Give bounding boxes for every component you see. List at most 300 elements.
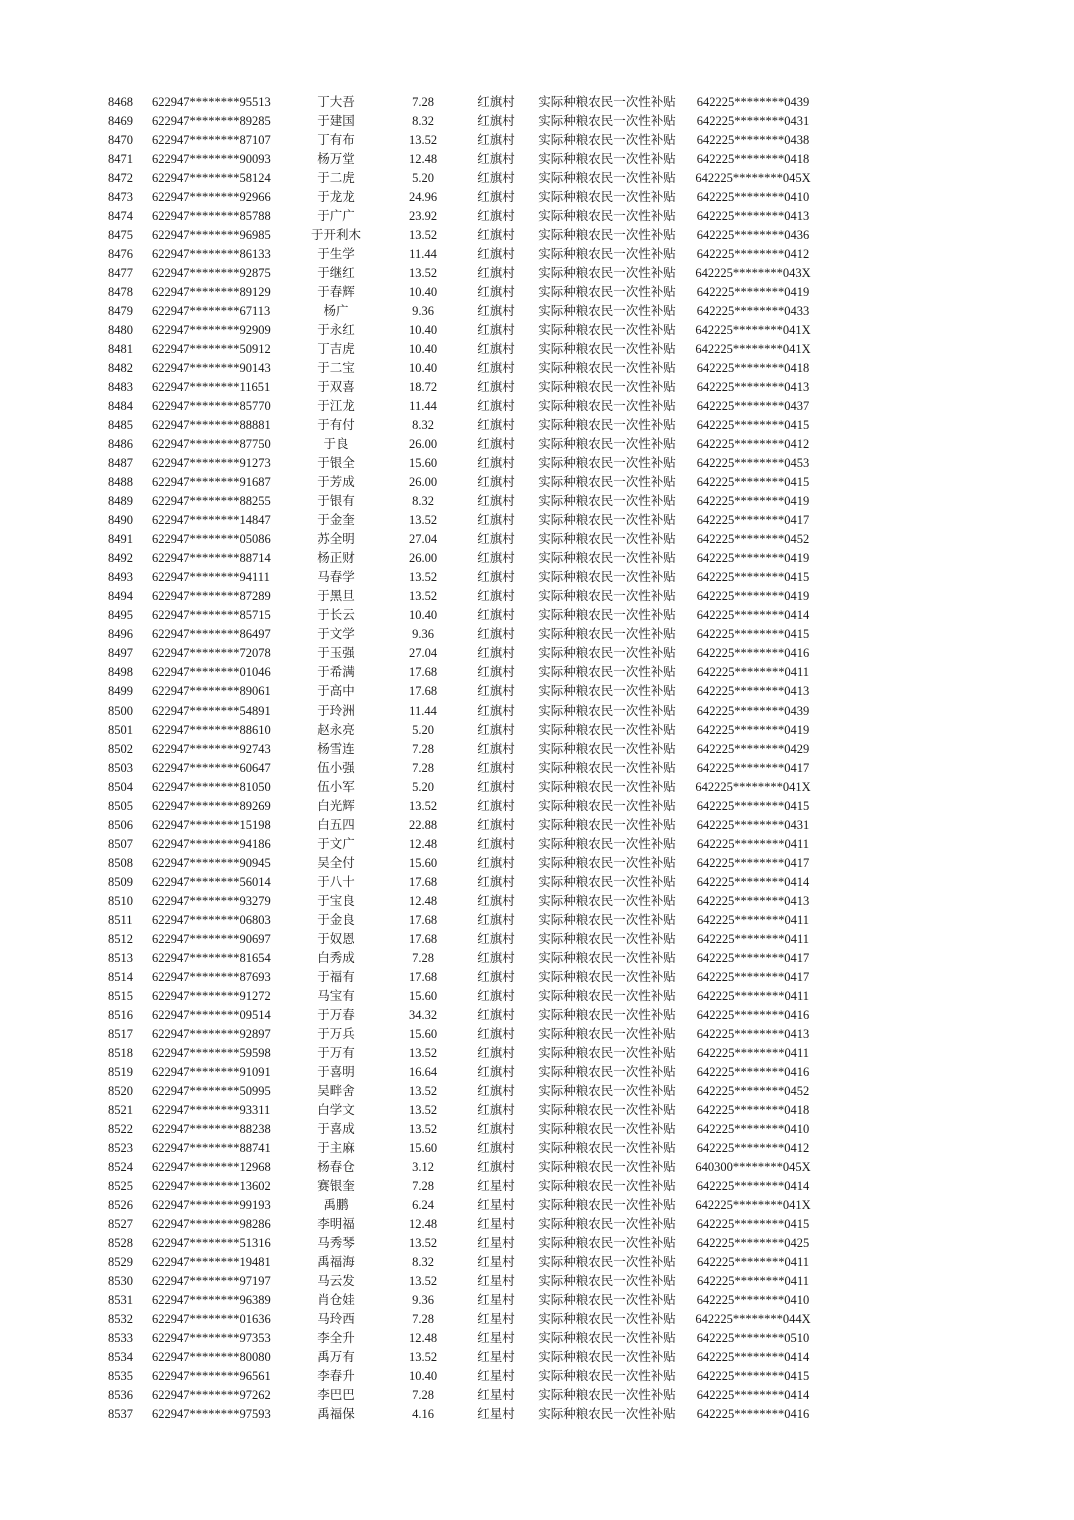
seq-cell: 8506 [108, 817, 133, 832]
name-cell: 于玲洲 [317, 703, 355, 718]
seq-cell: 8482 [108, 361, 133, 376]
id-number-cell: 642225********0411 [696, 1045, 810, 1060]
table-row [0, 1006, 1074, 1025]
subsidy-type-cell: 实际种粮农民一次性补贴 [538, 969, 676, 984]
id-number-cell: 642225********041X [695, 1197, 811, 1212]
name-cell: 马云发 [317, 1273, 355, 1288]
id-number-cell: 642225********0411 [696, 665, 810, 680]
account-cell: 622947********81050 [152, 779, 271, 794]
subsidy-type-cell: 实际种粮农民一次性补贴 [538, 1064, 676, 1079]
subsidy-type-cell: 实际种粮农民一次性补贴 [538, 1178, 676, 1193]
name-cell: 李全升 [317, 1331, 355, 1346]
account-cell: 622947********19481 [152, 1254, 271, 1269]
amount-cell: 17.68 [408, 931, 438, 946]
amount-cell: 12.48 [408, 1216, 438, 1231]
subsidy-type-cell: 实际种粮农民一次性补贴 [538, 133, 676, 148]
table-row [0, 1386, 1074, 1405]
amount-cell: 12.48 [408, 836, 438, 851]
id-number-cell: 642225********0431 [696, 114, 810, 129]
subsidy-type-cell: 实际种粮农民一次性补贴 [538, 912, 676, 927]
account-cell: 622947********89285 [152, 114, 271, 129]
amount-cell: 26.00 [408, 551, 438, 566]
amount-cell: 13.52 [408, 798, 438, 813]
amount-cell: 26.00 [408, 437, 438, 452]
amount-cell: 11.44 [409, 399, 437, 414]
account-cell: 622947********12968 [152, 1159, 271, 1174]
amount-cell: 7.28 [412, 1312, 434, 1326]
seq-cell: 8501 [108, 722, 133, 737]
account-cell: 622947********89269 [152, 798, 271, 813]
id-number-cell: 642225********0411 [696, 1254, 810, 1269]
table-row [0, 492, 1074, 511]
name-cell: 杨万堂 [317, 152, 355, 167]
subsidy-type-cell: 实际种粮农民一次性补贴 [538, 1312, 676, 1326]
seq-cell: 8516 [108, 1007, 133, 1022]
account-cell: 622947********67113 [152, 304, 271, 319]
amount-cell: 7.28 [412, 1178, 434, 1193]
village-cell: 红旗村 [477, 418, 515, 433]
seq-cell: 8504 [108, 779, 133, 794]
amount-cell: 13.52 [408, 1235, 438, 1250]
subsidy-type-cell: 实际种粮农民一次性补贴 [538, 266, 676, 281]
account-cell: 622947********72078 [152, 646, 271, 661]
village-cell: 红旗村 [477, 171, 515, 186]
village-cell: 红旗村 [477, 456, 515, 471]
village-cell: 红旗村 [477, 798, 515, 813]
table-row [0, 1063, 1074, 1082]
account-cell: 622947********88610 [152, 722, 271, 737]
village-cell: 红旗村 [477, 1121, 515, 1136]
account-cell: 622947********88714 [152, 551, 271, 566]
amount-cell: 13.52 [408, 1083, 438, 1098]
table-row [0, 930, 1074, 949]
amount-cell: 27.04 [408, 646, 438, 661]
table-row [0, 207, 1074, 226]
account-cell: 622947********97593 [152, 1407, 271, 1422]
table-row [0, 1082, 1074, 1101]
amount-cell: 17.68 [408, 874, 438, 889]
village-cell: 红旗村 [477, 551, 515, 566]
village-cell: 红星村 [477, 1331, 515, 1346]
account-cell: 622947********87107 [152, 133, 271, 148]
village-cell: 红旗村 [477, 266, 515, 281]
table-row [0, 892, 1074, 911]
table-row [0, 264, 1074, 283]
amount-cell: 13.52 [408, 1102, 438, 1117]
seq-cell: 8522 [108, 1121, 133, 1136]
table-row [0, 1025, 1074, 1044]
id-number-cell: 642225********0416 [696, 1007, 810, 1022]
table-row [0, 873, 1074, 892]
id-number-cell: 642225********0413 [696, 893, 810, 908]
seq-cell: 8490 [108, 513, 133, 528]
subsidy-type-cell: 实际种粮农民一次性补贴 [538, 494, 676, 509]
village-cell: 红旗村 [477, 1064, 515, 1079]
village-cell: 红旗村 [477, 893, 515, 908]
name-cell: 于有付 [317, 418, 355, 433]
id-number-cell: 642225********0415 [696, 475, 810, 490]
village-cell: 红旗村 [477, 627, 515, 642]
id-number-cell: 642225********0412 [696, 437, 810, 452]
seq-cell: 8491 [108, 532, 133, 547]
seq-cell: 8517 [108, 1026, 133, 1041]
id-number-cell: 642225********0413 [696, 1026, 810, 1041]
amount-cell: 5.20 [412, 779, 434, 794]
id-number-cell: 642225********0411 [696, 931, 810, 946]
table-row [0, 359, 1074, 378]
account-cell: 622947********15198 [152, 817, 271, 832]
amount-cell: 22.88 [408, 817, 438, 832]
name-cell: 于广广 [317, 209, 355, 224]
seq-cell: 8527 [108, 1216, 133, 1231]
id-number-cell: 642225********0452 [696, 1083, 810, 1098]
subsidy-type-cell: 实际种粮农民一次性补贴 [538, 665, 676, 680]
account-cell: 622947********93311 [152, 1102, 271, 1117]
account-cell: 622947********13602 [152, 1178, 271, 1193]
seq-cell: 8487 [108, 456, 133, 471]
subsidy-type-cell: 实际种粮农民一次性补贴 [538, 247, 676, 262]
village-cell: 红旗村 [477, 323, 515, 338]
name-cell: 杨正财 [317, 551, 355, 566]
name-cell: 马秀琴 [317, 1235, 355, 1250]
name-cell: 于福有 [317, 969, 355, 984]
village-cell: 红旗村 [477, 836, 515, 851]
village-cell: 红旗村 [477, 342, 515, 357]
seq-cell: 8481 [108, 342, 133, 357]
subsidy-type-cell: 实际种粮农民一次性补贴 [538, 1407, 676, 1422]
account-cell: 622947********93279 [152, 893, 271, 908]
table-row [0, 625, 1074, 644]
account-cell: 622947********91091 [152, 1064, 271, 1079]
subsidy-type-cell: 实际种粮农民一次性补贴 [538, 152, 676, 167]
village-cell: 红旗村 [477, 931, 515, 946]
table-row [0, 568, 1074, 587]
amount-cell: 27.04 [408, 532, 438, 547]
name-cell: 于江龙 [317, 399, 355, 414]
name-cell: 禹万有 [317, 1350, 355, 1365]
id-number-cell: 642225********0410 [696, 190, 810, 205]
id-number-cell: 642225********0415 [696, 570, 810, 585]
subsidy-type-cell: 实际种粮农民一次性补贴 [538, 418, 676, 433]
amount-cell: 3.12 [412, 1159, 434, 1174]
name-cell: 于希满 [317, 665, 355, 680]
village-cell: 红旗村 [477, 133, 515, 148]
table-row [0, 1234, 1074, 1253]
id-number-cell: 642225********0411 [696, 988, 810, 1003]
village-cell: 红旗村 [477, 608, 515, 623]
name-cell: 白学文 [317, 1102, 355, 1117]
village-cell: 红旗村 [477, 1007, 515, 1022]
subsidy-type-cell: 实际种粮农民一次性补贴 [538, 114, 676, 129]
amount-cell: 13.52 [408, 1121, 438, 1136]
seq-cell: 8500 [108, 703, 133, 718]
subsidy-type-cell: 实际种粮农民一次性补贴 [538, 1235, 676, 1250]
table-row [0, 454, 1074, 473]
name-cell: 于高中 [317, 684, 355, 699]
seq-cell: 8472 [108, 171, 133, 186]
subsidy-type-cell: 实际种粮农民一次性补贴 [538, 874, 676, 889]
subsidy-type-cell: 实际种粮农民一次性补贴 [538, 627, 676, 642]
table-row [0, 1272, 1074, 1291]
id-number-cell: 642225********0415 [696, 798, 810, 813]
village-cell: 红旗村 [477, 304, 515, 319]
name-cell: 白五四 [317, 817, 355, 832]
account-cell: 622947********91273 [152, 456, 271, 471]
village-cell: 红旗村 [477, 722, 515, 737]
subsidy-type-cell: 实际种粮农民一次性补贴 [538, 1197, 676, 1212]
id-number-cell: 642225********0410 [696, 1121, 810, 1136]
id-number-cell: 642225********041X [695, 779, 811, 794]
subsidy-type-cell: 实际种粮农民一次性补贴 [538, 988, 676, 1003]
subsidy-type-cell: 实际种粮农民一次性补贴 [538, 323, 676, 338]
table-row [0, 797, 1074, 816]
account-cell: 622947********92909 [152, 323, 271, 338]
name-cell: 于良 [323, 437, 349, 452]
name-cell: 李巴巴 [317, 1388, 355, 1403]
subsidy-type-cell: 实际种粮农民一次性补贴 [538, 551, 676, 566]
amount-cell: 11.44 [409, 703, 437, 718]
id-number-cell: 642225********0425 [696, 1235, 810, 1250]
seq-cell: 8502 [108, 741, 133, 756]
id-number-cell: 642225********0413 [696, 380, 810, 395]
subsidy-type-cell: 实际种粮农民一次性补贴 [538, 722, 676, 737]
table-row [0, 644, 1074, 663]
name-cell: 马宝有 [317, 988, 355, 1003]
account-cell: 622947********51316 [152, 1235, 271, 1250]
account-cell: 622947********54891 [152, 703, 271, 718]
table-row [0, 226, 1074, 245]
subsidy-type-cell: 实际种粮农民一次性补贴 [538, 646, 676, 661]
name-cell: 白秀成 [317, 950, 355, 965]
id-number-cell: 642225********0418 [696, 1102, 810, 1117]
table-row [0, 321, 1074, 340]
village-cell: 红旗村 [477, 703, 515, 718]
table-row [0, 835, 1074, 854]
subsidy-type-cell: 实际种粮农民一次性补贴 [538, 1026, 676, 1041]
table-row [0, 1101, 1074, 1120]
id-number-cell: 642225********0410 [696, 1292, 810, 1307]
id-number-cell: 642225********0414 [696, 1178, 810, 1193]
id-number-cell: 642225********041X [695, 342, 811, 357]
village-cell: 红旗村 [477, 665, 515, 680]
table-row [0, 1139, 1074, 1158]
table-row [0, 987, 1074, 1006]
account-cell: 622947********86497 [152, 627, 271, 642]
id-number-cell: 642225********0452 [696, 532, 810, 547]
village-cell: 红旗村 [477, 190, 515, 205]
seq-cell: 8514 [108, 969, 133, 984]
account-cell: 622947********01046 [152, 665, 271, 680]
account-cell: 622947********92966 [152, 190, 271, 205]
amount-cell: 5.20 [412, 722, 434, 737]
seq-cell: 8510 [108, 893, 133, 908]
village-cell: 红星村 [477, 1350, 515, 1365]
subsidy-type-cell: 实际种粮农民一次性补贴 [538, 893, 676, 908]
amount-cell: 11.44 [409, 247, 437, 262]
seq-cell: 8515 [108, 988, 133, 1003]
amount-cell: 8.32 [412, 494, 434, 509]
village-cell: 红旗村 [477, 1140, 515, 1155]
name-cell: 吴畔舍 [317, 1083, 355, 1098]
village-cell: 红星村 [477, 1292, 515, 1307]
name-cell: 伍小军 [317, 779, 355, 794]
seq-cell: 8525 [108, 1178, 133, 1193]
account-cell: 622947********92897 [152, 1026, 271, 1041]
village-cell: 红旗村 [477, 1083, 515, 1098]
seq-cell: 8478 [108, 285, 133, 300]
table-row [0, 416, 1074, 435]
seq-cell: 8523 [108, 1140, 133, 1155]
name-cell: 于建国 [317, 114, 355, 129]
subsidy-table [0, 93, 1074, 1424]
subsidy-type-cell: 实际种粮农民一次性补贴 [538, 817, 676, 832]
table-row [0, 530, 1074, 549]
village-cell: 红旗村 [477, 589, 515, 604]
amount-cell: 17.68 [408, 969, 438, 984]
account-cell: 622947********81654 [152, 950, 271, 965]
name-cell: 禹福保 [317, 1407, 355, 1422]
name-cell: 于二虎 [317, 171, 355, 186]
amount-cell: 9.36 [412, 1292, 434, 1307]
village-cell: 红星村 [477, 1254, 515, 1269]
account-cell: 622947********87693 [152, 969, 271, 984]
account-cell: 622947********87289 [152, 589, 271, 604]
account-cell: 622947********97197 [152, 1273, 271, 1288]
village-cell: 红星村 [477, 1178, 515, 1193]
id-number-cell: 642225********0415 [696, 627, 810, 642]
table-row [0, 378, 1074, 397]
subsidy-type-cell: 实际种粮农民一次性补贴 [538, 741, 676, 756]
amount-cell: 12.48 [408, 893, 438, 908]
village-cell: 红旗村 [477, 361, 515, 376]
seq-cell: 8475 [108, 228, 133, 243]
id-number-cell: 642225********0416 [696, 646, 810, 661]
name-cell: 丁有布 [317, 133, 355, 148]
table-row [0, 968, 1074, 987]
subsidy-type-cell: 实际种粮农民一次性补贴 [538, 361, 676, 376]
subsidy-type-cell: 实际种粮农民一次性补贴 [538, 1045, 676, 1060]
name-cell: 杨广 [323, 304, 349, 319]
table-row [0, 759, 1074, 778]
seq-cell: 8508 [108, 855, 133, 870]
seq-cell: 8498 [108, 665, 133, 680]
name-cell: 于金良 [317, 912, 355, 927]
id-number-cell: 642225********045X [695, 171, 811, 186]
subsidy-type-cell: 实际种粮农民一次性补贴 [538, 342, 676, 357]
table-row [0, 340, 1074, 359]
table-row [0, 816, 1074, 835]
village-cell: 红旗村 [477, 95, 515, 109]
name-cell: 于文广 [317, 836, 355, 851]
account-cell: 622947********88238 [152, 1121, 271, 1136]
id-number-cell: 642225********0414 [696, 874, 810, 889]
name-cell: 于奴恩 [317, 931, 355, 946]
amount-cell: 23.92 [408, 209, 438, 224]
name-cell: 于继红 [317, 266, 355, 281]
table-row [0, 93, 1074, 112]
amount-cell: 10.40 [408, 1369, 438, 1384]
id-number-cell: 642225********0417 [696, 855, 810, 870]
seq-cell: 8494 [108, 589, 133, 604]
table-row [0, 1291, 1074, 1310]
seq-cell: 8471 [108, 152, 133, 167]
table-row [0, 682, 1074, 701]
name-cell: 杨春仓 [317, 1159, 355, 1174]
name-cell: 吴全付 [317, 855, 355, 870]
subsidy-type-cell: 实际种粮农民一次性补贴 [538, 1102, 676, 1117]
account-cell: 622947********97262 [152, 1388, 271, 1403]
name-cell: 白光辉 [317, 798, 355, 813]
account-cell: 622947********92875 [152, 266, 271, 281]
id-number-cell: 642225********0412 [696, 247, 810, 262]
account-cell: 622947********97353 [152, 1331, 271, 1346]
table-row [0, 435, 1074, 454]
name-cell: 于宝良 [317, 893, 355, 908]
amount-cell: 24.96 [408, 190, 438, 205]
subsidy-type-cell: 实际种粮农民一次性补贴 [538, 1273, 676, 1288]
subsidy-type-cell: 实际种粮农民一次性补贴 [538, 1369, 676, 1384]
name-cell: 李明福 [317, 1216, 355, 1231]
name-cell: 于主麻 [317, 1140, 355, 1155]
seq-cell: 8483 [108, 380, 133, 395]
table-row [0, 188, 1074, 207]
id-number-cell: 642225********0510 [696, 1331, 810, 1346]
village-cell: 红旗村 [477, 114, 515, 129]
name-cell: 伍小强 [317, 760, 355, 775]
village-cell: 红旗村 [477, 1102, 515, 1117]
subsidy-type-cell: 实际种粮农民一次性补贴 [538, 1007, 676, 1022]
subsidy-type-cell: 实际种粮农民一次性补贴 [538, 779, 676, 794]
id-number-cell: 642225********0436 [696, 228, 810, 243]
subsidy-type-cell: 实际种粮农民一次性补贴 [538, 836, 676, 851]
account-cell: 622947********60647 [152, 760, 271, 775]
table-row [0, 1215, 1074, 1234]
seq-cell: 8533 [108, 1331, 133, 1346]
id-number-cell: 642225********0418 [696, 361, 810, 376]
village-cell: 红旗村 [477, 152, 515, 167]
amount-cell: 6.24 [412, 1197, 434, 1212]
seq-cell: 8519 [108, 1064, 133, 1079]
account-cell: 622947********85715 [152, 608, 271, 623]
seq-cell: 8520 [108, 1083, 133, 1098]
table-row [0, 1348, 1074, 1367]
seq-cell: 8534 [108, 1350, 133, 1365]
village-cell: 红旗村 [477, 399, 515, 414]
account-cell: 622947********88741 [152, 1140, 271, 1155]
table-row [0, 112, 1074, 131]
name-cell: 禹鹏 [323, 1197, 349, 1212]
amount-cell: 10.40 [408, 342, 438, 357]
id-number-cell: 642225********0419 [696, 551, 810, 566]
name-cell: 于喜成 [317, 1121, 355, 1136]
id-number-cell: 642225********0414 [696, 608, 810, 623]
seq-cell: 8492 [108, 551, 133, 566]
account-cell: 622947********50995 [152, 1083, 271, 1098]
id-number-cell: 642225********0411 [696, 836, 810, 851]
village-cell: 红旗村 [477, 1026, 515, 1041]
amount-cell: 15.60 [408, 988, 438, 1003]
table-row [0, 1120, 1074, 1139]
account-cell: 622947********89061 [152, 684, 271, 699]
amount-cell: 13.52 [408, 1045, 438, 1060]
village-cell: 红旗村 [477, 741, 515, 756]
subsidy-type-cell: 实际种粮农民一次性补贴 [538, 798, 676, 813]
seq-cell: 8486 [108, 437, 133, 452]
amount-cell: 15.60 [408, 1140, 438, 1155]
seq-cell: 8512 [108, 931, 133, 946]
amount-cell: 15.60 [408, 855, 438, 870]
name-cell: 于银有 [317, 494, 355, 509]
